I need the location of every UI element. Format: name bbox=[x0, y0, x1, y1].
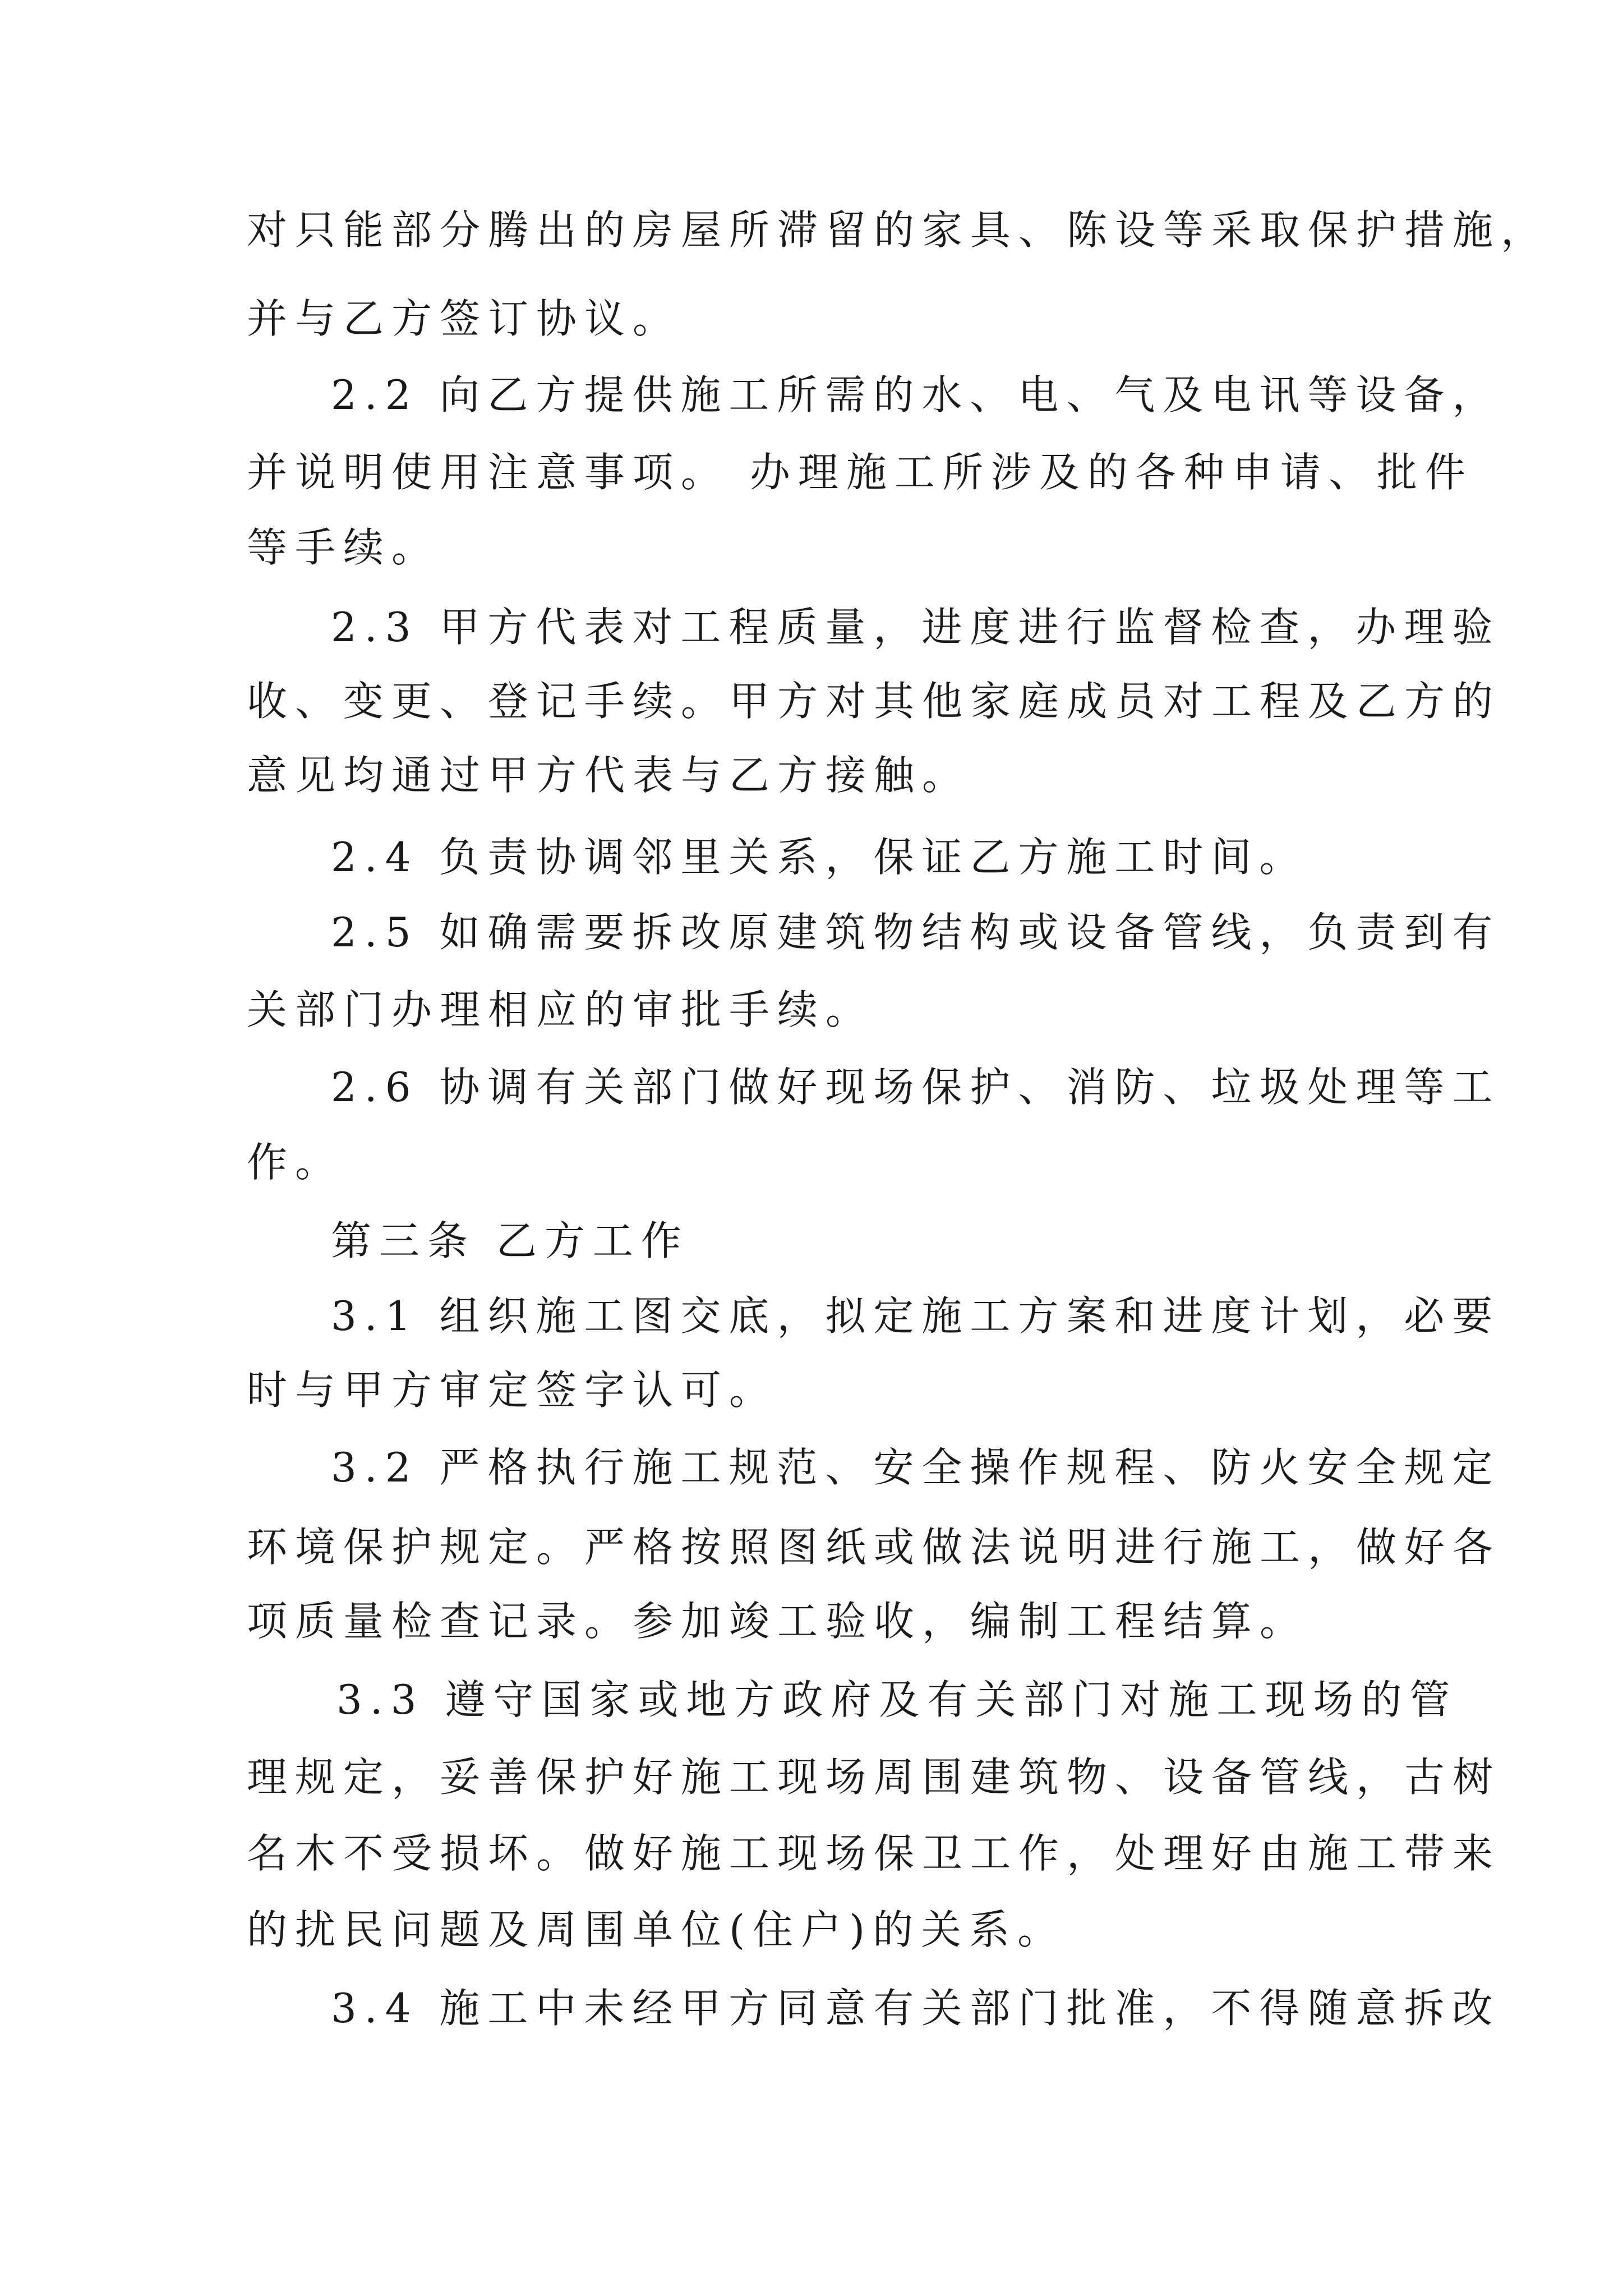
text-line: 时与甲方审定签字认可。 bbox=[247, 1366, 778, 1414]
text-line: 收、变更、登记手续。甲方对其他家庭成员对工程及乙方的 bbox=[247, 678, 1501, 725]
text-line: 名木不受损坏。做好施工现场保卫工作，处理好由施工带来 bbox=[247, 1830, 1501, 1877]
text-line: 等手续。 bbox=[247, 524, 440, 571]
text-line: 2.5 如确需要拆改原建筑物结构或设备管线，负责到有 bbox=[331, 909, 1501, 956]
text-line: 2.6 协调有关部门做好现场保护、消防、垃圾处理等工 bbox=[331, 1064, 1501, 1111]
text-line: 关部门办理相应的审批手续。 bbox=[247, 986, 874, 1033]
text-line: 理规定，妥善保护好施工现场周围建筑物、设备管线，古树 bbox=[247, 1754, 1501, 1801]
text-line: 3.1 组织施工图交底，拟定施工方案和进度计划，必要 bbox=[331, 1292, 1501, 1340]
text-line: 项质量检查记录。参加竣工验收，编制工程结算。 bbox=[247, 1598, 1308, 1645]
text-line: 3.3 遵守国家或地方政府及有关部门对施工现场的管 bbox=[336, 1676, 1458, 1723]
text-line: 环境保护规定。严格按照图纸或做法说明进行施工，做好各 bbox=[247, 1524, 1501, 1571]
text-line: 3.2 严格执行施工规范、安全操作规程、防火安全规定 bbox=[331, 1444, 1501, 1491]
section-heading: 第三条 乙方工作 bbox=[331, 1217, 689, 1264]
text-line: 意见均通过甲方代表与乙方接触。 bbox=[247, 752, 971, 799]
text-line: 并与乙方签订协议。 bbox=[247, 295, 681, 342]
text-line: 的扰民问题及周围单位(住户)的关系。 bbox=[247, 1906, 1066, 1953]
text-line: 2.4 负责协调邻里关系，保证乙方施工时间。 bbox=[331, 834, 1308, 881]
text-line: 作。 bbox=[247, 1139, 344, 1186]
text-line: 并说明使用注意事项。 办理施工所涉及的各种申请、批件 bbox=[247, 449, 1473, 496]
text-line: 2.2 向乙方提供施工所需的水、电、气及电讯等设备， bbox=[331, 371, 1501, 418]
text-line: 3.4 施工中未经甲方同意有关部门批准，不得随意拆改 bbox=[331, 1985, 1501, 2032]
text-line: 对只能部分腾出的房屋所滞留的家具、陈设等采取保护措施， bbox=[247, 206, 1550, 254]
text-line: 2.3 甲方代表对工程质量，进度进行监督检查，办理验 bbox=[331, 604, 1501, 651]
